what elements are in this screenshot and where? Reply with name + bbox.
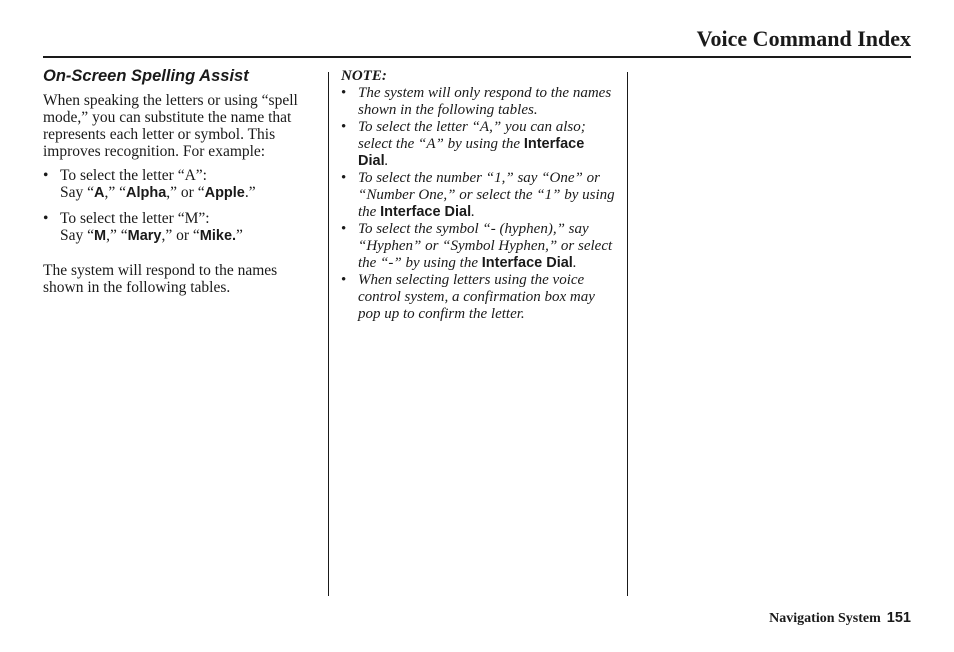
note-item (341, 119, 616, 170)
note-column (341, 68, 616, 323)
note-item (341, 85, 616, 119)
left-column (43, 67, 318, 296)
separator-text: ,” “ (106, 227, 128, 244)
footer-section: Navigation System (769, 611, 881, 626)
interface-dial-label: Interface Dial (358, 136, 585, 169)
bullet: • (43, 167, 49, 184)
example-item (43, 210, 318, 245)
keyword: M (94, 228, 107, 244)
note-end: . (572, 255, 577, 271)
intro-paragraph: When speaking the letters or using “spell mode,” you can substitute the name that represents each letter or symbol. This improves recognition. For example: (43, 92, 298, 160)
keyword: Mike. (199, 228, 237, 244)
note-end: . (384, 153, 389, 169)
page-title: Voice Command Index (696, 26, 911, 51)
page-footer (769, 610, 911, 627)
header-rule (43, 56, 911, 58)
keyword: Mary (127, 228, 162, 244)
separator-text: ,” “ (104, 184, 127, 201)
keyword: A (94, 185, 105, 201)
separator-text: ” (236, 227, 243, 244)
separator-text: ,” or “ (161, 227, 200, 244)
separator-text: ,” or “ (166, 184, 205, 201)
interface-dial-label: Interface Dial (380, 204, 472, 220)
say-text: Say “ (60, 227, 95, 244)
separator-text: .” (244, 184, 256, 201)
interface-dial-label: Interface Dial (481, 255, 573, 271)
note-label: NOTE: (341, 68, 387, 84)
page-number: 151 (886, 610, 911, 626)
bullet: • (341, 85, 347, 101)
bullet: • (341, 119, 347, 135)
bullet: • (341, 272, 347, 288)
example-line: To select the letter “A”: (60, 167, 207, 184)
note-text: To select the symbol “- (hyphen),” say “Hyphen” or “Symbol Hyphen,” or select the “-” by using the (358, 221, 613, 271)
keyword: Alpha (126, 185, 167, 201)
note-text: To select the number “1,” say “One” or “Number One,” or select the “1” by using the (358, 170, 615, 220)
example-item (43, 167, 318, 202)
note-list (341, 85, 616, 323)
example-line: To select the letter “M”: (60, 210, 210, 227)
say-text: Say “ (60, 184, 95, 201)
note-item (341, 170, 616, 221)
column-divider (328, 72, 329, 596)
note-item (341, 221, 616, 272)
bullet: • (341, 221, 347, 237)
section-heading: On-Screen Spelling Assist (43, 67, 249, 85)
note-text: When selecting letters using the voice control system, a confirmation box may pop up to confirm the letter. (358, 272, 595, 322)
bullet: • (43, 210, 49, 227)
closing-paragraph: The system will respond to the names shown in the following tables. (43, 262, 278, 296)
note-item (341, 272, 616, 323)
note-end: . (471, 204, 475, 220)
bullet: • (341, 170, 347, 186)
keyword: Apple (204, 185, 245, 201)
example-list (43, 167, 318, 245)
note-text: To select the letter “A,” you can also; select the “A” by using the (358, 119, 586, 152)
note-text: The system will only respond to the names shown in the following tables. (358, 85, 612, 118)
column-divider (627, 72, 628, 596)
